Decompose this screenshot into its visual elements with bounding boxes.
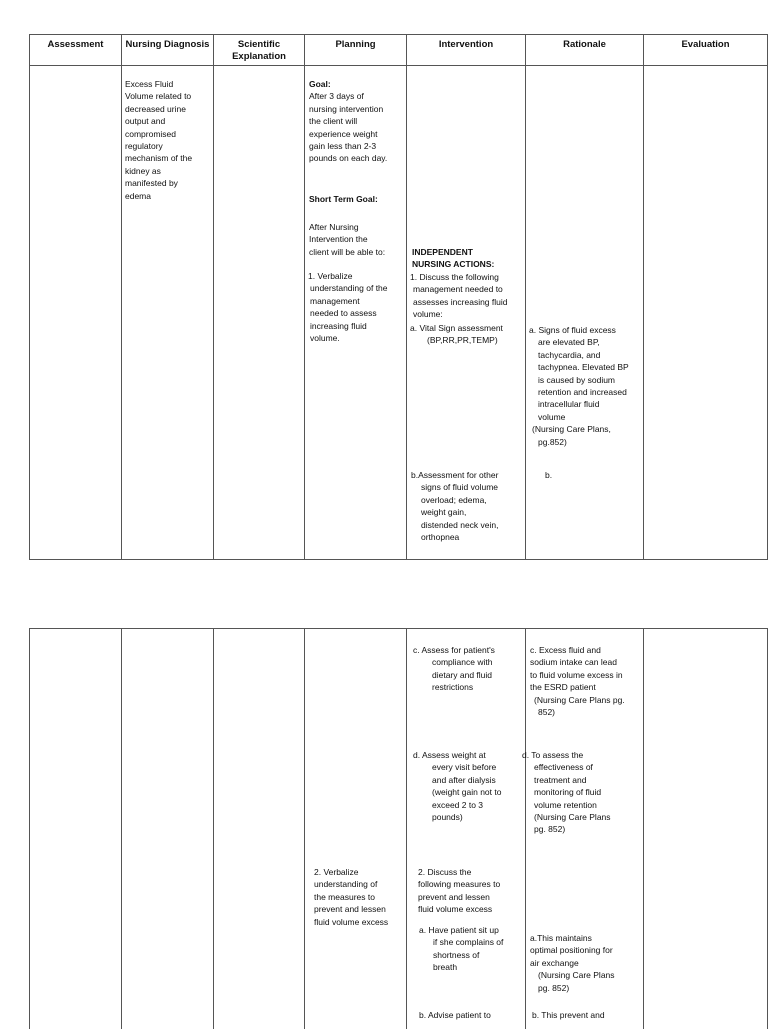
scientific-explanation-cell [214,66,305,560]
nursing-diagnosis-text: Excess Fluid Volume related to decreased urine output and compromised regulatory mechanism of the kidney as manifested by edema [125,78,192,202]
goal-label: Goal: [309,78,387,90]
intervention-item-2b: b. Advise patient to [419,1009,491,1021]
intervention-item-a: a. Vital Sign assessment (BP,RR,PR,TEMP) [410,322,503,347]
short-term-goal-text: After Nursing Intervention the client will be able to: [309,221,385,258]
independent-nursing-actions: INDEPENDENT NURSING ACTIONS: [412,246,494,271]
rationale-item-d: d. To assess the effectiveness of treatment and monitoring of fluid volume retention (Nursing Care Plans pg. 852) [522,749,611,836]
evaluation-cell [644,66,768,560]
header-planning: Planning [305,35,407,66]
planning-item-1: 1. Verbalize understanding of the management needed to assess increasing fluid volume. [308,270,388,344]
header-scientific-explanation: Scientific Explanation [214,35,305,66]
planning-item-2: 2. Verbalize understanding of the measures to prevent and lessen fluid volume excess [314,866,388,928]
intervention-item-c: c. Assess for patient's compliance with dietary and fluid restrictions [413,644,495,694]
intervention-cell [407,629,526,1029]
intervention-item-d: d. Assess weight at every visit before and after dialysis (weight gain not to exceed 2 to 3 pounds) [413,749,501,823]
header-nursing-diagnosis: Nursing Diagnosis [122,35,214,66]
rationale-item-c: c. Excess fluid and sodium intake can lead to fluid volume excess in the ESRD patient (Nursing Care Plans pg. 852) [530,644,625,718]
header-rationale: Rationale [526,35,644,66]
care-plan-table-page-1 [29,34,768,560]
intervention-item-1: 1. Discuss the following management needed to assesses increasing fluid volume: [410,271,508,321]
short-term-goal-label: Short Term Goal: [309,193,378,205]
diagnosis-cell [122,66,214,560]
intervention-item-2a: a. Have patient sit up if she complains of shortness of breath [419,924,503,974]
header-assessment: Assessment [30,35,122,66]
scientific-explanation-cell [214,629,305,1029]
care-plan-table-page-2 [29,628,768,1029]
rationale-item-b: b. [545,469,552,481]
rationale-item-2a: a.This maintains optimal positioning for air exchange (Nursing Care Plans pg. 852) [530,932,615,994]
evaluation-cell [644,629,768,1029]
rationale-cell [526,66,644,560]
planning-cell [305,629,407,1029]
goal-block: Goal: After 3 days of nursing intervention the client will experience weight gain less than 2-3 pounds on each day. [309,78,387,165]
planning-cell [305,66,407,560]
header-evaluation: Evaluation [644,35,768,66]
intervention-cell [407,66,526,560]
rationale-item-a: a. Signs of fluid excess are elevated BP, tachycardia, and tachypnea. Elevated BP is caused by sodium retention and increased intracellular fluid volume (Nursing Care Plans, pg.852) [529,324,629,448]
short-term-goal-block [309,193,378,205]
intervention-item-b: b.Assessment for other signs of fluid volume overload; edema, weight gain, distended neck vein, orthopnea [411,469,499,543]
assessment-cell [30,66,122,560]
intervention-item-2: 2. Discuss the following measures to prevent and lessen fluid volume excess [418,866,500,916]
header-intervention: Intervention [407,35,526,66]
rationale-cell [526,629,644,1029]
assessment-cell [30,629,122,1029]
rationale-item-2b: b. This prevent and [532,1009,605,1021]
diagnosis-cell [122,629,214,1029]
